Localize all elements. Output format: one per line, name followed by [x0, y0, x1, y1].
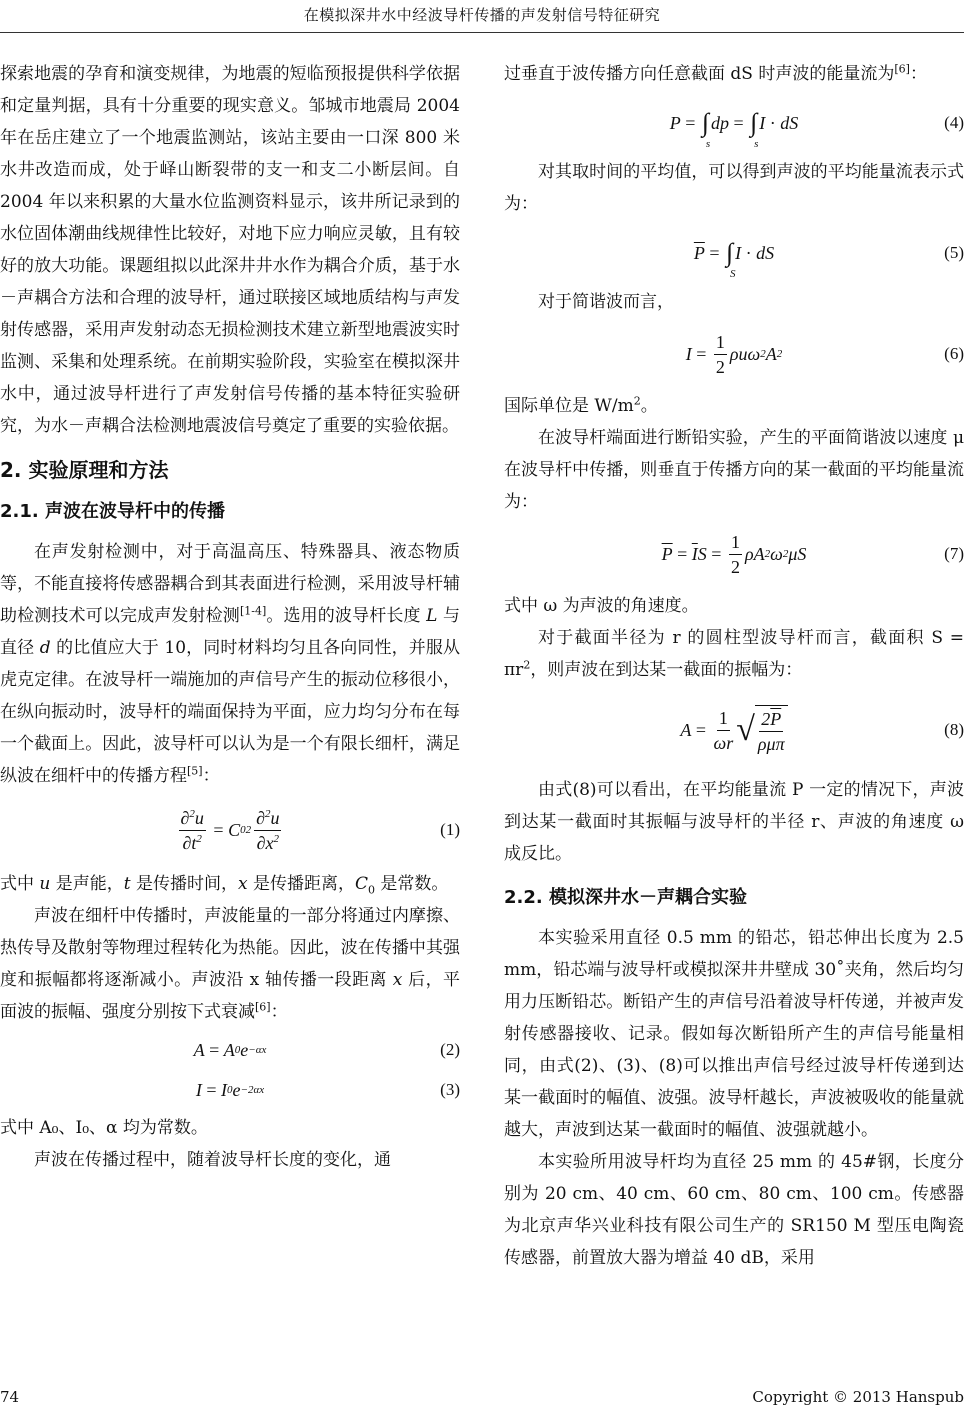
- paragraph-propagation: 声波在传播过程中，随着波导杆长度的变化，通: [34, 1150, 391, 1170]
- equation-7: $\overline{P}$ = $\overline{I}$ S = $\frac{1}{2}$ ρA 2 ω 2 μS (7): [661, 531, 964, 577]
- paragraph-pencil-break: 在波导杆端面进行断铅实验，产生的平面简谐波以速度 μ 在波导杆中传播，则垂直于传播方向的某一截面的平均能量流为：: [504, 428, 964, 512]
- paragraph-experiment-setup: 本实验采用直径 0.5 mm 的铅芯，铅芯伸出长度为 2.5 mm，铅芯端与波导杆或模拟深井井壁成 30˚夹角，然后均匀用力压断铅芯。断铅产生的声信号沿着波导杆传递，并被声发射传感器接收、记录。假如每次断铅所产生的声信号能量相同，由式(2)、(3)、(8)可以推出声信号经过波导杆传递到达某一截面时的幅值、波强。波导杆越长，声波被吸收的能量就越大，声波到达某一截面时的幅值、波强就越小。: [504, 928, 964, 1140]
- paragraph-energy-flow: 过垂直于波传播方向任意截面 dS 时声波的能量流为[6]：: [504, 62, 927, 84]
- right-column: [504, 58, 964, 1274]
- running-title: 在模拟深井水中经波导杆传播的声发射信号特征研究: [303, 6, 661, 24]
- paragraph-variables: 式中 u 是声能，t 是传播时间，x 是传播距离，$C_0$ 是常数。: [0, 874, 449, 897]
- equation-7-number: (7): [944, 544, 964, 563]
- equation-3-number: (3): [440, 1080, 460, 1099]
- intro-paragraph: 探索地震的孕育和演变规律，为地震的短临预报提供科学依据和定量判据，具有十分重要的现实意义。邹城市地震局 2004 年在岳庄建立了一个地震监测站，该站主要由一口深 800 米水井改造而成，处于峄山断裂带的支一和支二小断层间。自 2004 年以来积累的大量水位监测资料显示，该井所记录到的水位固体潮曲线规律性比较好，对地下应力响应灵敏，且有较好的放大功能。课题组拟以此深井井水作为耦合介质，基于水－声耦合方法和合理的波导杆，通过联接区域地质结构与声发射传感器，采用声发射动态无损检测技术建立新型地震波实时监测、采集和处理系统。在前期实验阶段，实验室在模拟深井水中，通过波导杆进行了声发射信号传播的基本特征实验研究，为水－声耦合法检测地震波信号奠定了重要的实验依据。: [0, 64, 460, 436]
- equation-6: I = $\frac{1}{2}$ ρuω 2 A 2 (6): [685, 331, 964, 377]
- paragraph-inverse-ratio: 由式(8)可以看出，在平均能量流 P 一定的情况下，声波到达某一截面时其振幅与波导杆的半径 r、声波的角速度 ω 成反比。: [504, 780, 964, 864]
- equation-8-number: (8): [944, 720, 964, 739]
- equation-1: $\frac{\partial^2u}{\partial t^2}$ = C 0 2 $\frac{\partial^2u}{\partial x^2}$ (1): [180, 807, 460, 853]
- paragraph-equipment: 本实验所用波导杆均为直径 25 mm 的 45#钢，长度分别为 20 cm、40 cm、60 cm、80 cm、100 cm。传感器为北京声华兴业科技有限公司生产的 SR150 M 型压电陶瓷传感器，前置放大器为增益 40 dB，采用: [504, 1152, 964, 1268]
- equation-8: A = $\frac{1}{\omega r}$ √ $\frac{2\overline{P}}{\text{ρμπ}}$ (8): [504, 690, 964, 770]
- paragraph-angular-velocity: 式中 ω 为声波的角速度。: [504, 596, 699, 616]
- page-number: 74: [0, 1388, 20, 1406]
- equation-4-number: (4): [944, 113, 964, 132]
- left-column: [0, 58, 460, 1176]
- equation-5-number: (5): [944, 243, 964, 262]
- paragraph-si-unit: 国际单位是 $W/m^2$。: [504, 394, 658, 416]
- paragraph-waveguide: 在声发射检测中，对于高温高压、特殊器具、液态物质等，不能直接将传感器耦合到其表面进行检测，采用波导杆辅助检测技术可以完成声发射检测[1-4]。选用的波导杆长度 L 与直径 d 的比值应大于 10，同时材料均匀且各向同性，并服从虎克定律。在波导杆一端施加的声信号产生的振动位移很小，在纵向振动时，波导杆的端面保持为平面，应力均匀分布在每一个截面上。因此，波导杆可以认为是一个有限长细杆，满足纵波在细杆中的传播方程[5]：: [0, 542, 461, 786]
- equation-5: $\overline{P}$ = ∫ S I · dS (5): [693, 238, 964, 280]
- equation-4: P = ∫ s d p = ∫ s I · dS (4): [669, 108, 964, 150]
- section-2-heading: 2. 实验原理和方法: [0, 458, 169, 482]
- equation-1-number: (1): [440, 820, 460, 839]
- equation-3: I = I 0 e −2αx (3): [195, 1079, 460, 1100]
- paragraph-average-energy: 对其取时间的平均值，可以得到声波的平均能量流表示式为：: [504, 162, 964, 214]
- copyright-notice: Copyright © 2013 Hanspub: [752, 1388, 964, 1406]
- section-2-1-heading: 2.1. 声波在波导杆中的传播: [0, 501, 225, 522]
- section-2-2-heading: 2.2. 模拟深井水－声耦合实验: [504, 887, 747, 908]
- paragraph-harmonic: 对于简谐波而言，: [538, 292, 674, 312]
- equation-2-number: (2): [440, 1040, 460, 1059]
- paragraph-attenuation: 声波在细杆中传播时，声波能量的一部分将通过内摩擦、热传导及散射等物理过程转化为热能。因此，波在传播中其强度和振幅都将逐渐减小。声波沿 x 轴传播一段距离 x 后，平面波的振幅、强度分别按下式衰减[6]：: [0, 906, 460, 1022]
- header-rule: [0, 32, 964, 33]
- equation-2: A = A 0 e −αx (2): [193, 1039, 460, 1060]
- paragraph-cylinder: 对于截面半径为 r 的圆柱型波导杆而言，截面积 $S = \pi r^2$，则声波在到达某一截面的振幅为：: [504, 628, 964, 680]
- equation-6-number: (6): [944, 344, 964, 363]
- paragraph-constants: 式中 A₀、I₀、α 均为常数。: [0, 1118, 208, 1138]
